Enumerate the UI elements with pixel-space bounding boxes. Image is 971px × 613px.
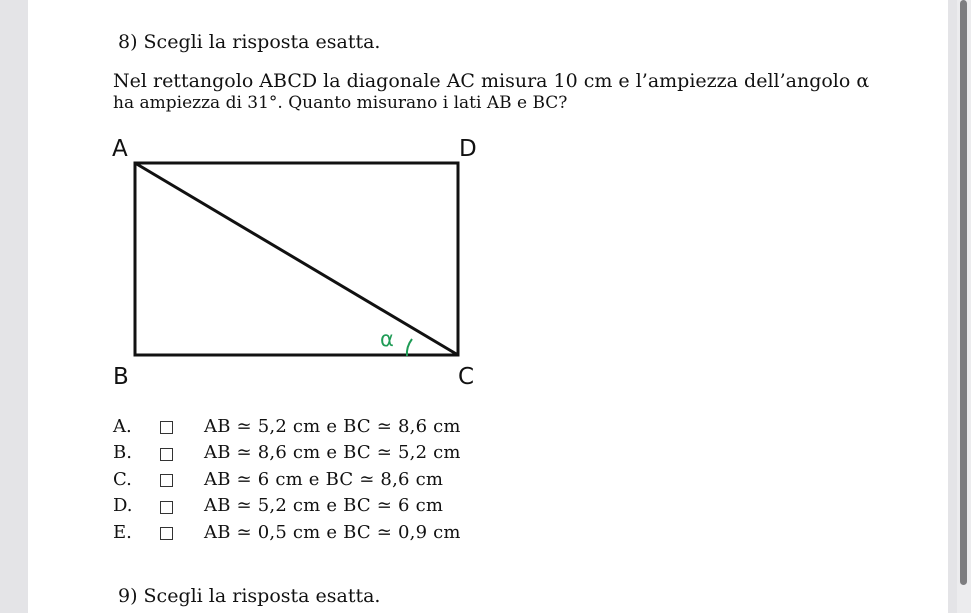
answer-text: AB ≃ 5,2 cm e BC ≃ 8,6 cm	[204, 415, 461, 437]
vertex-b-label: B	[113, 364, 129, 390]
vertex-a-label: A	[112, 136, 128, 162]
checkbox[interactable]	[160, 448, 173, 461]
question-8-text-line-2: ha ampiezza di 31°. Quanto misurano i lati AB e BC?	[113, 93, 568, 113]
diagonal-ac	[135, 163, 458, 355]
answer-option-e[interactable]	[113, 519, 461, 546]
answer-letter: E.	[113, 521, 132, 543]
answer-option-a[interactable]	[113, 413, 461, 440]
vertex-d-label: D	[459, 136, 477, 162]
question-8-text	[113, 70, 883, 114]
angle-alpha-arc	[407, 339, 412, 356]
vertex-c-label: C	[458, 364, 475, 390]
answer-letter: D.	[113, 495, 133, 517]
question-8-heading: 8) Scegli la risposta esatta.	[118, 31, 381, 53]
scroll-thumb[interactable]	[960, 0, 967, 585]
question-9-heading: 9) Scegli la risposta esatta.	[118, 585, 381, 607]
answer-text: AB ≃ 5,2 cm e BC ≃ 6 cm	[204, 495, 444, 517]
answer-letter: C.	[113, 468, 132, 490]
answer-option-c[interactable]	[113, 466, 461, 493]
answer-letter: B.	[113, 442, 132, 464]
answer-option-b[interactable]	[113, 440, 461, 467]
angle-alpha-label: α	[380, 327, 394, 351]
question-8-text-line-1: Nel rettangolo ABCD la diagonale AC misura 10 cm e l’ampiezza dell’angolo α	[113, 70, 870, 92]
checkbox[interactable]	[160, 421, 173, 434]
checkbox[interactable]	[160, 501, 173, 514]
answer-letter: A.	[113, 415, 132, 437]
checkbox[interactable]	[160, 474, 173, 487]
answer-text: AB ≃ 0,5 cm e BC ≃ 0,9 cm	[204, 521, 461, 543]
scrollbar[interactable]	[957, 0, 971, 613]
checkbox[interactable]	[160, 527, 173, 540]
answer-option-d[interactable]	[113, 493, 461, 520]
answer-list	[113, 413, 461, 546]
rectangle-figure	[100, 130, 500, 395]
answer-text: AB ≃ 8,6 cm e BC ≃ 5,2 cm	[204, 442, 461, 464]
answer-text: AB ≃ 6 cm e BC ≃ 8,6 cm	[204, 468, 444, 490]
